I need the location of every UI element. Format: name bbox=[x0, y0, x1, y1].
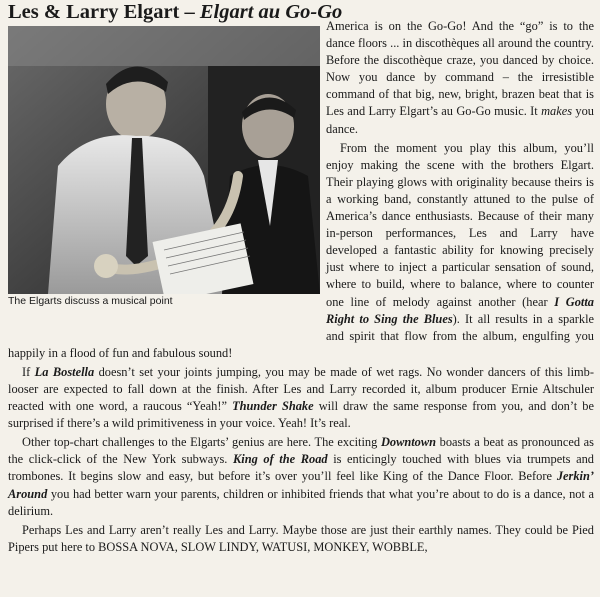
paragraph bbox=[8, 364, 594, 432]
text-run: ). It all results in a sparkle and spirit that flow from the album, engulfing you happily in a flood of fun and fabulous sound! bbox=[8, 311, 595, 360]
text-run: doesn’t set your joints jumping, you may be made of wet rags. No wonder dancers of this limb-looser are expected to fall down at the finish. After Les and Larry recorded it, album producer Ernie Altschuler reacted with one word, a raucous “Yeah!” bbox=[8, 364, 594, 414]
song-title: Jerkin’ Around bbox=[8, 469, 594, 501]
photo-illustration bbox=[8, 26, 320, 294]
song-title: Downtown bbox=[380, 435, 437, 450]
song-title: I Gotta Right to Sing the Blues bbox=[326, 294, 594, 326]
text-run: you dance. bbox=[326, 104, 594, 136]
title-dash: – bbox=[179, 1, 200, 23]
photo-elgarts bbox=[8, 26, 320, 294]
text-run: is enticingly touched with blues via trumpets and trombones. It begins slow and easy, but before it’s over you’ll feel like King of the Dance Floor. Before bbox=[8, 452, 594, 484]
text-run: you had better warn your parents, children or inhibited friends that what you’re about to do is a dance, not a delirium. bbox=[8, 486, 594, 518]
song-title: Thunder Shake bbox=[232, 399, 314, 414]
paragraph bbox=[8, 434, 594, 519]
photo-caption: The Elgarts discuss a musical point bbox=[8, 294, 320, 309]
text-run: Other top-chart challenges to the Elgarts’ genius are here. The exciting bbox=[22, 435, 381, 450]
liner-notes-page bbox=[8, 0, 594, 597]
text-run: Perhaps Les and Larry aren’t really Les and Larry. Maybe those are just their earthly names. They could be Pied Pipers put here to BOSSA NOVA, SLOW LINDY, WATUSI, MONKEY, WOBBLE, bbox=[8, 522, 594, 554]
song-title: La Bostella bbox=[34, 364, 95, 379]
title-album: Elgart au Go-Go bbox=[199, 1, 343, 23]
text-run: makes bbox=[541, 104, 573, 119]
title-artists: Les & Larry Elgart bbox=[8, 1, 180, 23]
text-run: will draw the same response from you, and don’t be surprised if there’s a wild primitiveness in your voice. Yeah! It’s real. bbox=[8, 399, 594, 431]
text-run: From the moment you play this album, you’ll enjoy making the scene with the brothers Elgart. Their playing glows with originality because theirs is a working band, constantly attuned to the pulse of America’s dance enthusiasts. Because of their many in-person performances, Les and Larry have developed a fantastic ability for knowing precisely just where to inject a particular sensation of sound, where to build, where to balance, where to counter one line of melody against another (hear bbox=[326, 140, 594, 309]
song-title: King of the Road bbox=[233, 452, 328, 467]
text-run: boasts a beat as pronounced as the click-click of the New York subways. bbox=[8, 435, 594, 467]
paragraph bbox=[8, 522, 594, 556]
text-run: If bbox=[22, 364, 35, 379]
text-run: America is on the Go-Go! And the “go” is to the dance floors ... in discothèques all around the country. Before the discothèque craze, you danced by choice. Now you dance by command – the irresistible command of that big, new, bright, brazen beat that is Les and Larry Elgart’s au Go-Go music. It bbox=[326, 19, 594, 119]
